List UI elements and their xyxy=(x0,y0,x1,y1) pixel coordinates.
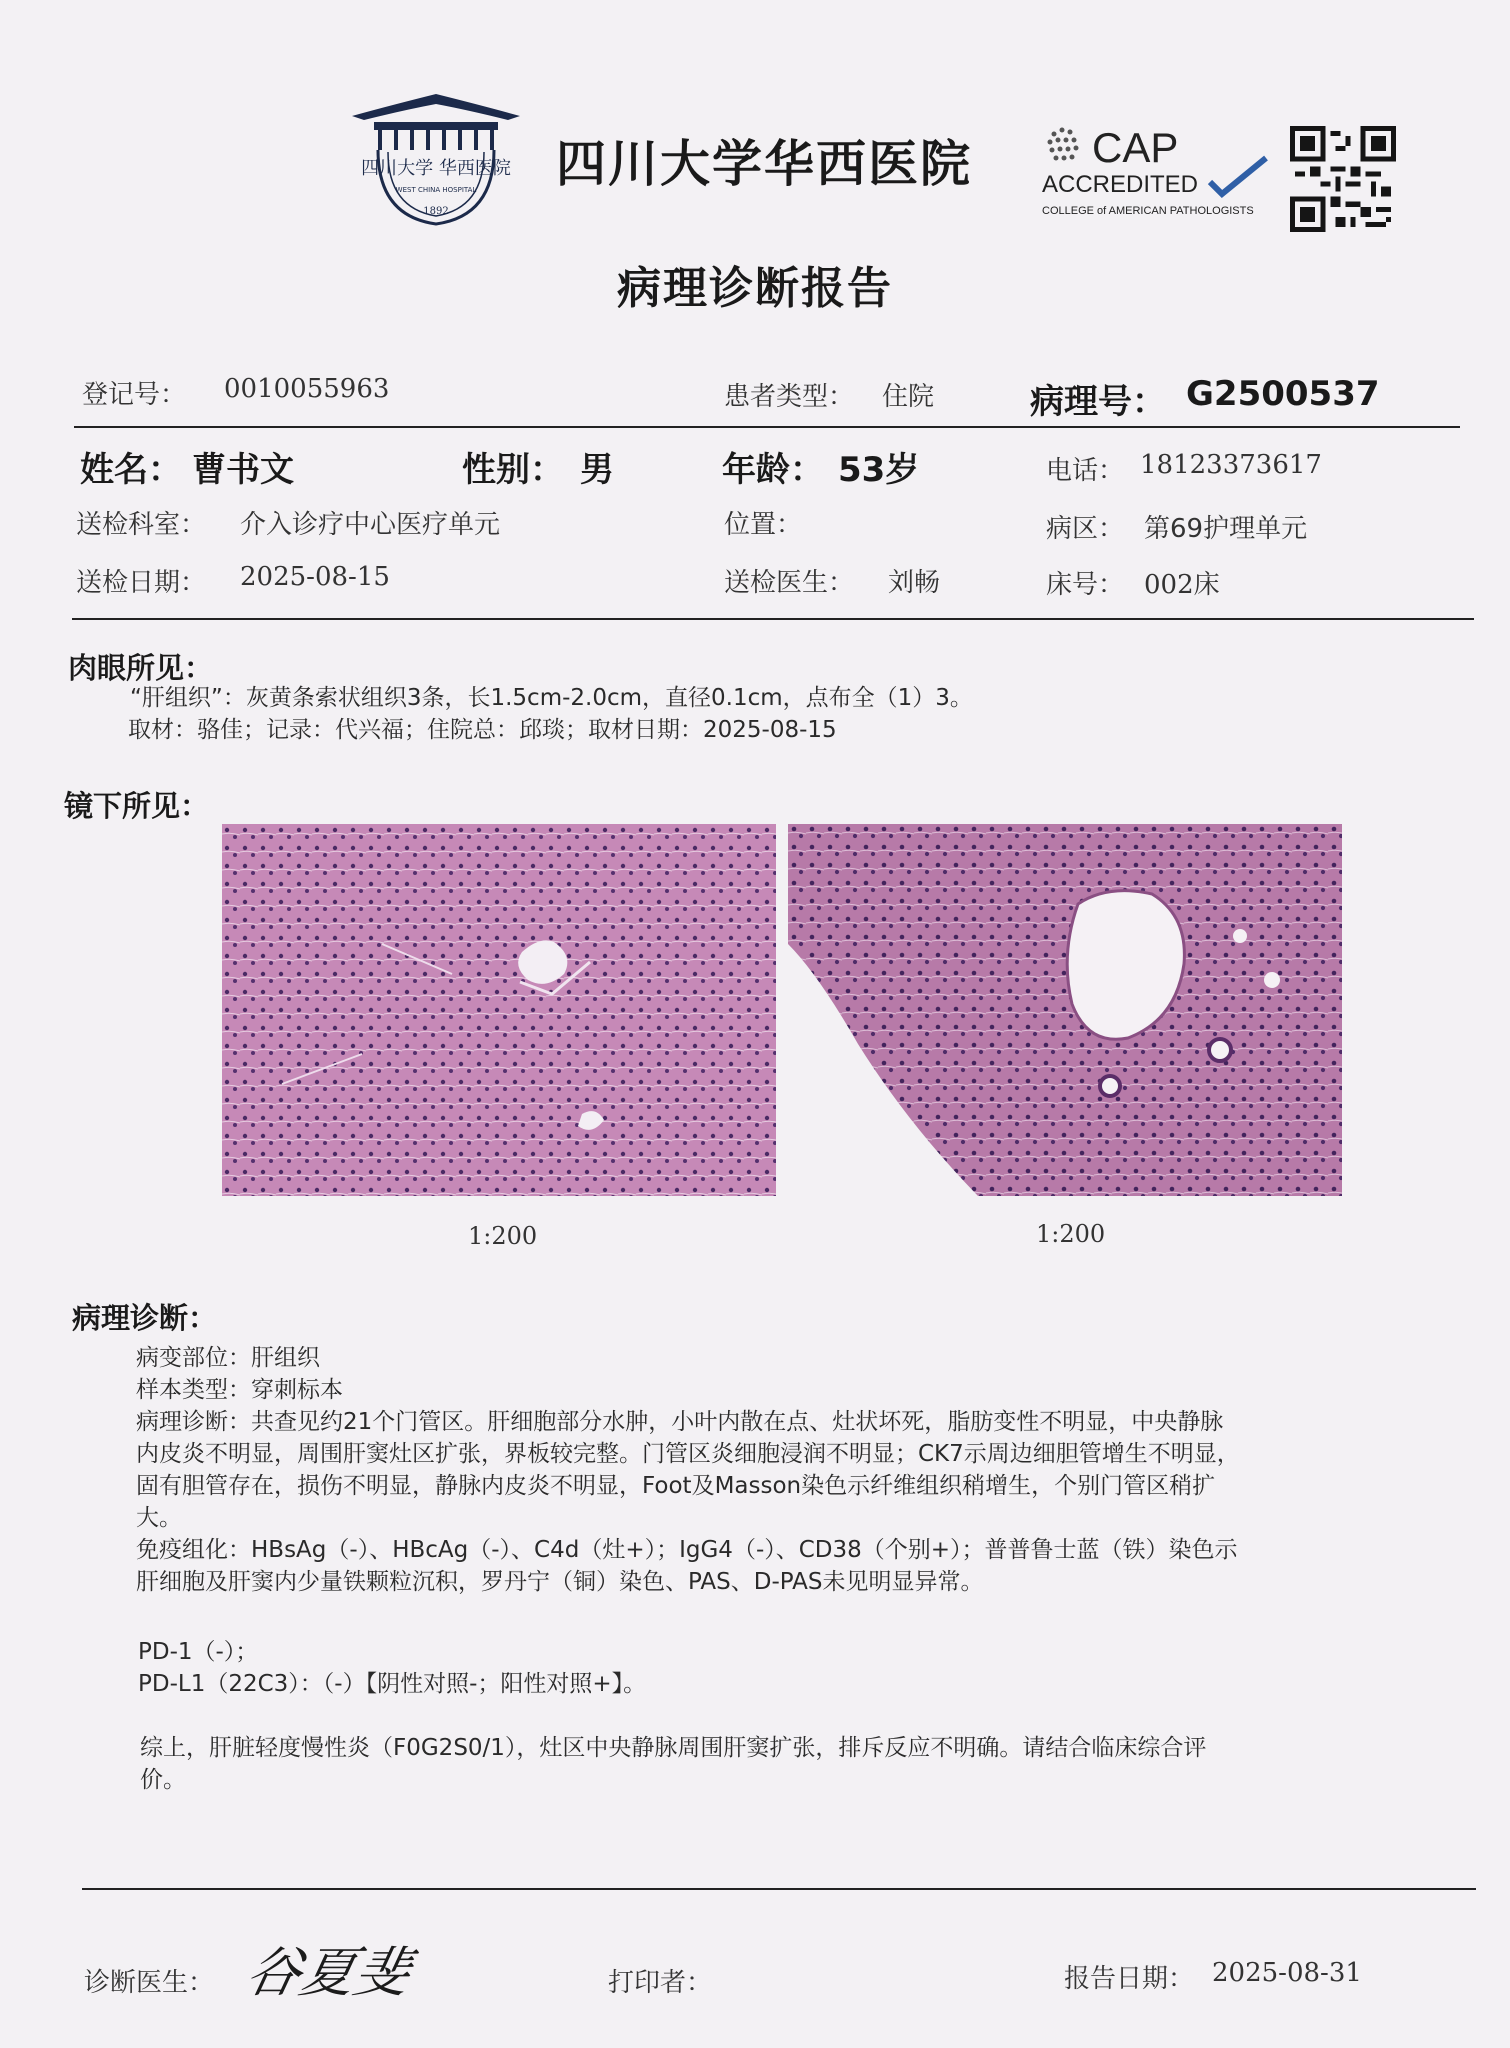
logo-caption: 四川大学 华西医院 xyxy=(361,158,511,179)
micrograph-left xyxy=(222,824,776,1196)
diagnosis-title: 病理诊断： xyxy=(72,1301,218,1335)
ward-value: 第69护理单元 xyxy=(1144,514,1308,544)
submission-date-label: 送检日期： xyxy=(76,568,207,598)
diagnosis-line: 内皮炎不明显，周围肝窦灶区扩张，界板较完整。门管区炎细胞浸润不明显；CK7示周边细胆管增生不明显， xyxy=(136,1441,1240,1467)
pdl1-result: PD-L1（22C3）：（-）【阴性对照-；阳性对照+】。 xyxy=(138,1671,647,1697)
printer-label: 打印者： xyxy=(608,1968,713,1998)
divider xyxy=(82,1888,1476,1890)
ward-label: 病区： xyxy=(1046,514,1125,544)
summary-line: 综上，肝脏轻度慢性炎（F0G2S0/1），灶区中央静脉周围肝窦扩张，排斥反应不明确。请结合临床综合评 xyxy=(140,1735,1207,1761)
age-label: 年龄： xyxy=(722,450,824,490)
diagnosis-line: 免疫组化：HBsAg（-）、HBcAg（-）、C4d（灶+）；IgG4（-）、CD38（个别+）；普普鲁士蓝（铁）染色示 xyxy=(136,1537,1238,1563)
patient-phone: 18123373617 xyxy=(1140,450,1322,480)
gender-label: 性别： xyxy=(462,450,564,490)
report-date: 2025-08-31 xyxy=(1212,1958,1362,1988)
phone-label: 电话： xyxy=(1046,456,1125,486)
cap-subtitle: COLLEGE of AMERICAN PATHOLOGISTS xyxy=(1042,205,1254,217)
qr-code-icon xyxy=(1290,126,1396,232)
department-label: 送检科室： xyxy=(76,510,207,540)
submitting-doctor: 刘畅 xyxy=(888,568,941,598)
patient-name: 曹书文 xyxy=(192,450,294,490)
diagnosis-line: 大。 xyxy=(136,1505,182,1531)
divider xyxy=(72,618,1474,620)
pathology-number-label: 病理号： xyxy=(1030,382,1166,422)
logo-year: 1892 xyxy=(423,206,449,217)
diagnosis-line: 样本类型：穿刺标本 xyxy=(136,1377,343,1403)
pathology-number: G2500537 xyxy=(1186,374,1380,414)
micrograph-right xyxy=(788,824,1342,1196)
microscopy-title: 镜下所见： xyxy=(64,789,210,823)
location-label: 位置： xyxy=(724,510,803,540)
patient-gender: 男 xyxy=(580,450,614,490)
diagnosis-body xyxy=(136,1342,1240,1598)
patient-age: 53岁 xyxy=(838,450,920,490)
department-value: 介入诊疗中心医疗单元 xyxy=(240,510,501,540)
logo-subtitle: WEST CHINA HOSPITAL xyxy=(395,186,477,194)
gross-sampling-line: 取材：骆佳；记录：代兴福；住院总：邱琰；取材日期：2025-08-15 xyxy=(128,717,837,743)
cap-accredited-logo xyxy=(1040,122,1270,222)
magnification-caption-right: 1:200 xyxy=(1036,1220,1106,1248)
hospital-name: 四川大学华西医院 xyxy=(556,135,972,193)
report-date-label: 报告日期： xyxy=(1064,1964,1195,1994)
diagnosis-line: 病变部位：肝组织 xyxy=(136,1345,320,1371)
submission-date: 2025-08-15 xyxy=(240,562,390,592)
diagnosis-summary xyxy=(140,1732,1206,1796)
report-title: 病理诊断报告 xyxy=(617,263,893,314)
submitting-doctor-label: 送检医生： xyxy=(724,568,855,598)
registration-label: 登记号： xyxy=(82,380,187,410)
diagnosis-line: 固有胆管存在，损伤不明显，静脉内皮炎不明显，Foot及Masson染色示纤维组织稍增生，个别门管区稍扩 xyxy=(136,1473,1216,1499)
patient-type-value: 住院 xyxy=(882,382,935,412)
patient-type-label: 患者类型： xyxy=(724,382,855,412)
cap-accredited: ACCREDITED xyxy=(1042,171,1199,198)
divider xyxy=(74,426,1460,428)
magnification-caption-left: 1:200 xyxy=(468,1222,538,1250)
diagnosis-line: 病理诊断：共查见约21个门管区。肝细胞部分水肿，小叶内散在点、灶状坏死，脂肪变性不明显，中央静脉 xyxy=(136,1409,1224,1435)
doctor-signature: 谷夏斐 xyxy=(240,1941,416,2004)
registration-number: 0010055963 xyxy=(224,374,390,404)
check-icon xyxy=(1210,158,1266,194)
summary-line: 价。 xyxy=(140,1767,186,1793)
diagnosis-line: 肝细胞及肝窦内少量铁颗粒沉积，罗丹宁（铜）染色、PAS、D-PAS未见明显异常。 xyxy=(136,1569,984,1595)
hospital-logo xyxy=(348,88,524,234)
gross-findings-title: 肉眼所见： xyxy=(68,651,214,685)
pd1-result: PD-1（-）； xyxy=(138,1639,259,1665)
name-label: 姓名： xyxy=(80,450,182,490)
diagnosing-doctor-label: 诊断医生： xyxy=(84,1968,215,1998)
bed-number: 002床 xyxy=(1144,570,1220,600)
cap-title: CAP xyxy=(1092,124,1179,171)
gross-findings-line: “肝组织”：灰黄条索状组织3条，长1.5cm-2.0cm，直径0.1cm，点布全（1）3。 xyxy=(130,685,973,711)
bed-label: 床号： xyxy=(1046,570,1125,600)
